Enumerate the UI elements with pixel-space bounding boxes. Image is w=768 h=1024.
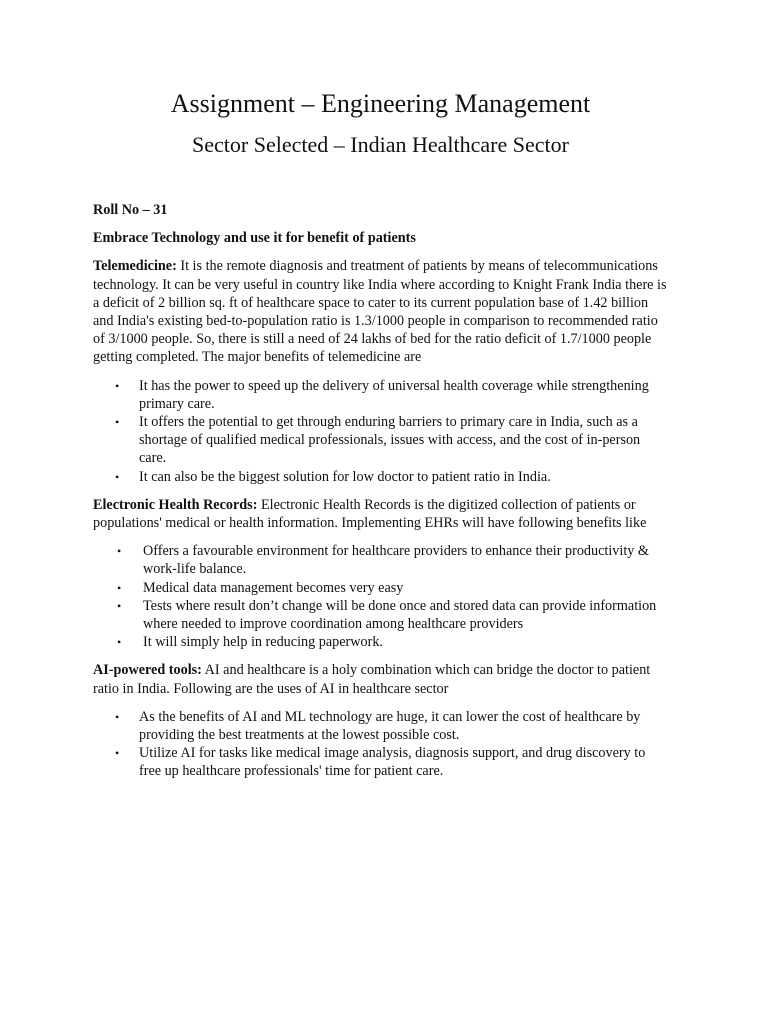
list-item xyxy=(93,633,668,651)
ai-text: AI and healthcare is a holy combination which can bridge the doctor to patient ratio in India. Following are the uses of AI in healthcare sector xyxy=(93,662,651,697)
bullet-icon: • xyxy=(117,598,122,613)
bullet-icon: • xyxy=(115,415,120,430)
telemedicine-text: It is the remote diagnosis and treatment of patients by means of telecommunications technology. It can be very useful in country like India where according to Knight Frank India there is a deficit of 2 billion sq. ft of healthcare space to cater to its current population base of 1.42 billion and India's existing bed-to-population ratio is 1.3/1000 people in comparison to recommended ratio of 3/1000 people. So, there is still a need of 24 lakhs of bed for the ratio deficit of 1.7/1000 people getting completed. The major benefits of telemedicine are xyxy=(93,258,667,366)
document-title: Assignment – Engineering Management xyxy=(170,89,591,118)
ai-paragraph xyxy=(93,661,668,697)
bullet-icon: • xyxy=(115,709,120,724)
bullet-icon: • xyxy=(115,746,120,761)
ehr-list xyxy=(93,542,668,651)
ehr-text: Electronic Health Records is the digitized collection of patients or populations' medical or health information. Implementing EHRs will have following benefits like xyxy=(93,496,647,532)
list-item-text: It can also be the biggest solution for low doctor to patient ratio in India. xyxy=(139,468,551,485)
list-item xyxy=(93,413,668,468)
bullet-icon: • xyxy=(115,378,120,393)
list-item xyxy=(93,377,668,413)
document-subtitle: Sector Selected – Indian Healthcare Sector xyxy=(192,132,569,157)
ehr-label: Electronic Health Records: xyxy=(93,496,258,513)
list-item xyxy=(93,579,668,597)
telemedicine-list xyxy=(93,377,668,486)
list-item-text: Utilize AI for tasks like medical image analysis, diagnosis support, and drug discovery to free up healthcare professionals' time for patient care. xyxy=(139,745,646,780)
list-item-text: Medical data management becomes very easy xyxy=(143,579,404,596)
list-item xyxy=(93,744,668,780)
list-item-text: Offers a favourable environment for healthcare providers to enhance their productivity & work-life balance. xyxy=(143,543,649,578)
bullet-icon: • xyxy=(117,580,122,595)
list-item xyxy=(93,708,668,744)
ai-list xyxy=(93,708,668,781)
bullet-icon: • xyxy=(115,469,120,484)
ehr-paragraph xyxy=(93,496,668,532)
list-item-text: Tests where result don’t change will be done once and stored data can provide information where needed to improve coordination among healthcare providers xyxy=(143,597,657,633)
list-item-text: As the benefits of AI and ML technology are huge, it can lower the cost of healthcare by providing the best treatments at the lowest possible cost. xyxy=(139,708,641,744)
list-item-text: It will simply help in reducing paperwork. xyxy=(143,634,383,651)
list-item-text: It has the power to speed up the delivery of universal health coverage while strengthening primary care. xyxy=(139,377,649,412)
list-item xyxy=(93,468,668,486)
bullet-icon: • xyxy=(117,544,122,559)
bullet-icon: • xyxy=(117,635,122,650)
list-item-text: It offers the potential to get through enduring barriers to primary care in India, such as a shortage of qualified medical professionals, issues with access, and the cost of in-person care. xyxy=(139,414,641,467)
ai-label: AI-powered tools: xyxy=(93,662,202,679)
telemedicine-label: Telemedicine: xyxy=(93,258,177,275)
telemedicine-paragraph xyxy=(93,257,668,366)
section-heading: Embrace Technology and use it for benefit of patients xyxy=(93,230,416,247)
list-item xyxy=(93,597,668,633)
roll-number: Roll No – 31 xyxy=(93,202,168,218)
document-body xyxy=(93,201,668,781)
list-item xyxy=(93,542,668,578)
